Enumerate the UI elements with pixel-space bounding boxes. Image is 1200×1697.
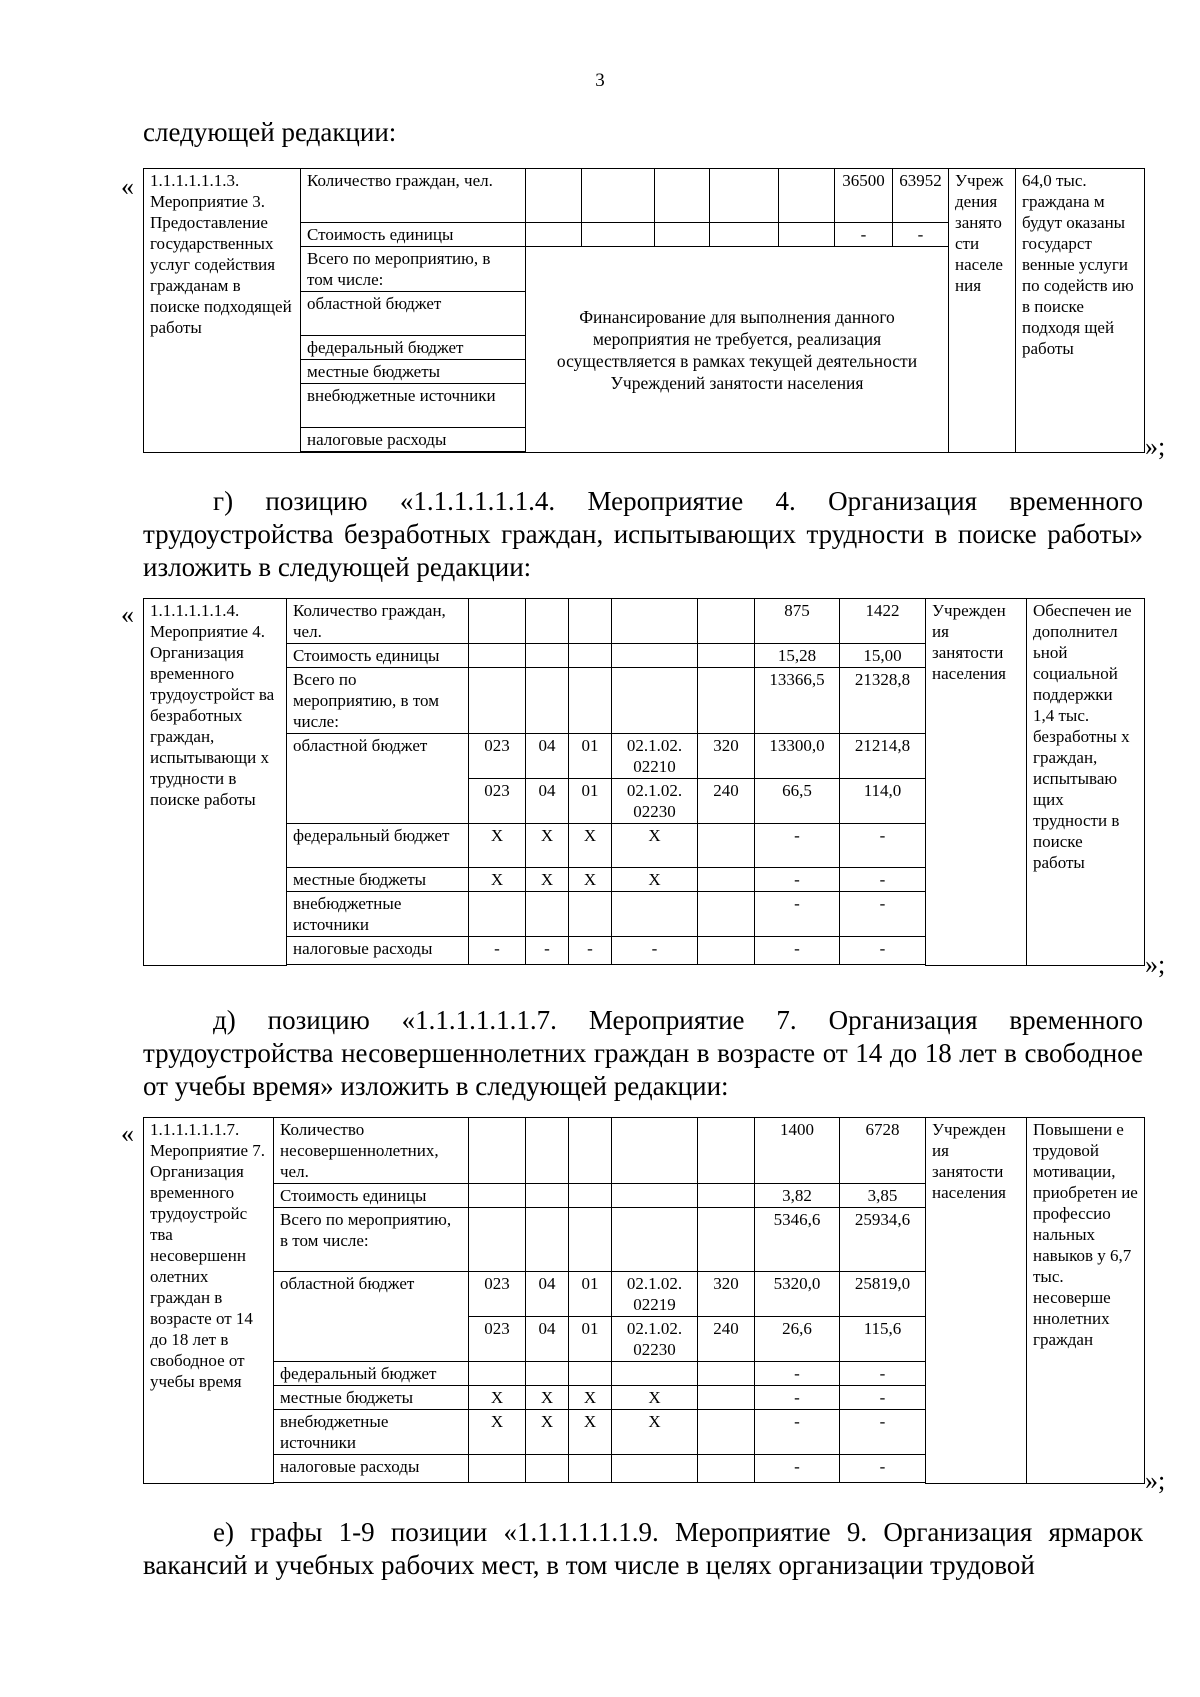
t1-qty-v2: 63952 — [893, 169, 949, 223]
t3-tax-label: налоговые расходы — [274, 1455, 469, 1483]
t2-extra-v1: - — [755, 892, 840, 937]
t3-r1-v2: 25819,0 — [840, 1272, 926, 1317]
t1-regional-label: областной бюджет — [301, 292, 526, 336]
t1-qty-v1: 36500 — [835, 169, 893, 223]
t2-federal-c2: Х — [526, 824, 569, 868]
t3-regional-label: областной бюджет — [274, 1272, 469, 1362]
t3-extra-v1: - — [755, 1410, 840, 1455]
t2-local-c4: Х — [612, 868, 698, 892]
t3-local-c2: Х — [526, 1386, 569, 1410]
t3-executor: Учрежден ия занятости населения — [926, 1118, 1027, 1484]
t3-tax-v2: - — [840, 1455, 926, 1483]
t2-tax-c4: - — [612, 937, 698, 965]
t3-extra-c1: Х — [469, 1410, 526, 1455]
t3-r1-c1: 023 — [469, 1272, 526, 1317]
t2-federal-v1: - — [755, 824, 840, 868]
t3-federal-v2: - — [840, 1362, 926, 1386]
t1-tax-label: налоговые расходы — [301, 428, 526, 452]
t2-local-c2: Х — [526, 868, 569, 892]
t2-qty-v2: 1422 — [840, 599, 926, 644]
t1-financing-note: Финансирование для выполнения данного мероприятия не требуется, реализация осуществляется в рамках текущей деятельности Учреждений занятости населения — [526, 247, 949, 453]
t3-local-c1: Х — [469, 1386, 526, 1410]
t3-local-c4: Х — [612, 1386, 698, 1410]
quote-close-3: »; — [1145, 1466, 1166, 1495]
lead-text: следующей редакции: — [143, 117, 397, 147]
t3-total-v2: 25934,6 — [840, 1208, 926, 1272]
paragraph-e-text: е) графы 1-9 позиции «1.1.1.1.1.1.9. Мероприятие 9. Организация ярмарок вакансий и учебных рабочих мест, в том числе в целях организации трудовой — [143, 1517, 1143, 1580]
quote-open-2: « — [121, 600, 134, 629]
t2-r1-c2: 04 — [526, 734, 569, 779]
t3-federal-label: федеральный бюджет — [274, 1362, 469, 1386]
t3-extra-c3: Х — [569, 1410, 612, 1455]
t3-r2-v2: 115,6 — [840, 1317, 926, 1362]
t2-tax-c3: - — [569, 937, 612, 965]
t3-r2-v1: 26,6 — [755, 1317, 840, 1362]
t2-local-v1: - — [755, 868, 840, 892]
t2-local-v2: - — [840, 868, 926, 892]
t3-r1-c5: 320 — [698, 1272, 755, 1317]
t3-r2-c4: 02.1.02. 02230 — [612, 1317, 698, 1362]
table-measure-7 — [143, 1117, 1145, 1484]
paragraph-d-text: д) позицию «1.1.1.1.1.1.7. Мероприятие 7. Организация временного трудоустройства несовершеннолетних граждан в возрасте от 14 до 18 лет в свободное от учебы время» изложить в следующей редакции: — [143, 1005, 1143, 1101]
t3-extra-c4: Х — [612, 1410, 698, 1455]
t3-r2-c1: 023 — [469, 1317, 526, 1362]
t3-r1-c3: 01 — [569, 1272, 612, 1317]
t3-extra-c2: Х — [526, 1410, 569, 1455]
t2-extra-label: внебюджетные источники — [287, 892, 469, 937]
t3-local-label: местные бюджеты — [274, 1386, 469, 1410]
t3-total-v1: 5346,6 — [755, 1208, 840, 1272]
paragraph-d — [143, 1004, 1143, 1103]
t2-cost-label: Стоимость единицы — [287, 644, 469, 668]
t2-r2-c3: 01 — [569, 779, 612, 824]
paragraph-g-text: г) позицию «1.1.1.1.1.1.4. Мероприятие 4. Организация временного трудоустройства безработных граждан, испытывающих трудности в поиске работы» изложить в следующей редакции: — [143, 486, 1143, 582]
t1-local-label: местные бюджеты — [301, 360, 526, 384]
t2-tax-label: налоговые расходы — [287, 937, 469, 965]
t3-result: Повышени е трудовой мотивации, приобретен ие профессио нальных навыков у 6,7 тыс. несоверше ннолетних граждан — [1027, 1118, 1145, 1484]
t2-r1-v1: 13300,0 — [755, 734, 840, 779]
t1-extra-label: внебюджетные источники — [301, 384, 526, 428]
t2-cost-v2: 15,00 — [840, 644, 926, 668]
t2-r1-c4: 02.1.02. 02210 — [612, 734, 698, 779]
t2-federal-c3: Х — [569, 824, 612, 868]
t3-extra-v2: - — [840, 1410, 926, 1455]
t1-cost-v2: - — [893, 223, 949, 247]
t2-local-c3: Х — [569, 868, 612, 892]
t2-total-v1: 13366,5 — [755, 668, 840, 734]
t2-cost-v1: 15,28 — [755, 644, 840, 668]
t3-r1-c2: 04 — [526, 1272, 569, 1317]
t2-regional-label: областной бюджет — [287, 734, 469, 824]
quote-open-1: « — [121, 172, 134, 201]
t3-r1-c4: 02.1.02. 02219 — [612, 1272, 698, 1317]
t2-tax-c2: - — [526, 937, 569, 965]
paragraph-e — [143, 1516, 1143, 1582]
t2-total-v2: 21328,8 — [840, 668, 926, 734]
t2-federal-label: федеральный бюджет — [287, 824, 469, 868]
quote-close-2: »; — [1145, 950, 1166, 979]
t2-tax-v1: - — [755, 937, 840, 965]
t2-tax-c1: - — [469, 937, 526, 965]
t3-cost-label: Стоимость единицы — [274, 1184, 469, 1208]
t3-r2-c3: 01 — [569, 1317, 612, 1362]
t3-total-label: Всего по мероприятию, в том числе: — [274, 1208, 469, 1272]
t3-extra-label: внебюджетные источники — [274, 1410, 469, 1455]
t2-code-cell: 1.1.1.1.1.1.4. Мероприятие 4. Организация временного трудоустройст ва безработных граждан, испытывающи х трудности в поиске работы — [144, 599, 287, 966]
t2-qty-v1: 875 — [755, 599, 840, 644]
t3-code-cell: 1.1.1.1.1.1.7. Мероприятие 7. Организация временного трудоустройс тва несовершенн олетних граждан в возрасте от 14 до 18 лет в свободное от учебы время — [144, 1118, 274, 1484]
t3-r1-v1: 5320,0 — [755, 1272, 840, 1317]
t3-r2-c2: 04 — [526, 1317, 569, 1362]
t3-local-c3: Х — [569, 1386, 612, 1410]
table-measure-3 — [143, 168, 1145, 453]
t2-federal-c1: Х — [469, 824, 526, 868]
t1-result: 64,0 тыс. граждана м будут оказаны государст венные услуги по содейств ию в поиске подходя щей работы — [1016, 169, 1145, 453]
t1-qty-label: Количество граждан, чел. — [301, 169, 526, 223]
t2-executor: Учрежден ия занятости населения — [926, 599, 1027, 966]
t3-qty-v1: 1400 — [755, 1118, 840, 1184]
t3-tax-v1: - — [755, 1455, 840, 1483]
t2-total-label: Всего по мероприятию, в том числе: — [287, 668, 469, 734]
t3-local-v2: - — [840, 1386, 926, 1410]
t2-r1-v2: 21214,8 — [840, 734, 926, 779]
t3-qty-label: Количество несовершеннолетних, чел. — [274, 1118, 469, 1184]
t2-r2-c1: 023 — [469, 779, 526, 824]
t2-local-label: местные бюджеты — [287, 868, 469, 892]
t1-federal-label: федеральный бюджет — [301, 336, 526, 360]
t2-r2-c4: 02.1.02. 02230 — [612, 779, 698, 824]
page-number: 3 — [595, 70, 605, 91]
t2-r2-c5: 240 — [698, 779, 755, 824]
t2-r2-v2: 114,0 — [840, 779, 926, 824]
paragraph-g — [143, 485, 1143, 584]
quote-close-1: »; — [1145, 432, 1166, 461]
t1-total-label: Всего по мероприятию, в том числе: — [301, 247, 526, 292]
t2-tax-v2: - — [840, 937, 926, 965]
t2-r1-c1: 023 — [469, 734, 526, 779]
t2-result: Обеспечен ие дополнител ьной социальной поддержки 1,4 тыс. безработны х граждан, испытываю щих трудности в поиске работы — [1027, 599, 1145, 966]
t2-r1-c3: 01 — [569, 734, 612, 779]
t3-r2-c5: 240 — [698, 1317, 755, 1362]
t3-federal-v1: - — [755, 1362, 840, 1386]
t2-qty-label: Количество граждан, чел. — [287, 599, 469, 644]
t3-cost-v2: 3,85 — [840, 1184, 926, 1208]
t1-cost-v1: - — [835, 223, 893, 247]
t2-extra-v2: - — [840, 892, 926, 937]
t1-cost-label: Стоимость единицы — [301, 223, 526, 247]
t2-local-c1: Х — [469, 868, 526, 892]
t2-federal-c4: Х — [612, 824, 698, 868]
t3-local-v1: - — [755, 1386, 840, 1410]
t2-federal-v2: - — [840, 824, 926, 868]
t2-r1-c5: 320 — [698, 734, 755, 779]
t2-r2-v1: 66,5 — [755, 779, 840, 824]
t1-code-cell: 1.1.1.1.1.1.3. Мероприятие 3. Предоставление государственных услуг содействия гражданам в поиске подходящей работы — [144, 169, 301, 453]
t2-r2-c2: 04 — [526, 779, 569, 824]
table-measure-4 — [143, 598, 1145, 966]
t3-qty-v2: 6728 — [840, 1118, 926, 1184]
t1-executor: Учреж дения занято сти населе ния — [949, 169, 1016, 453]
quote-open-3: « — [121, 1119, 134, 1148]
t3-cost-v1: 3,82 — [755, 1184, 840, 1208]
